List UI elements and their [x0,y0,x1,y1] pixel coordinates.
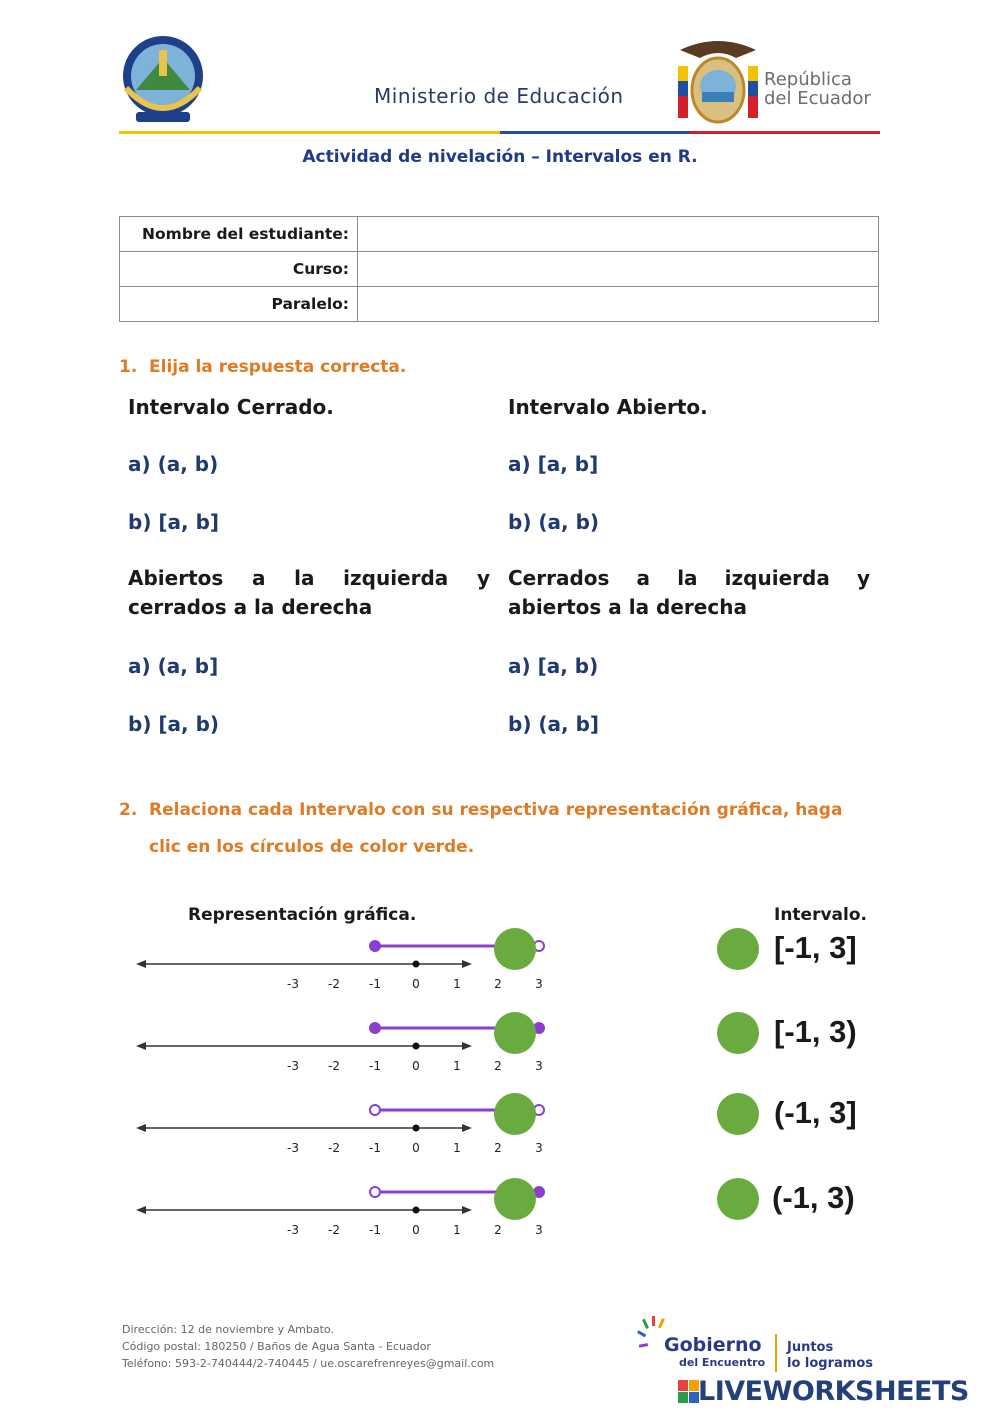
table-row [120,287,879,322]
tick-label: 3 [535,1223,543,1237]
footer-address: Dirección: 12 de noviembre y Ambato. [122,1323,334,1336]
interval-match-dot-2[interactable] [717,1012,759,1054]
interval-match-dot-4[interactable] [717,1178,759,1220]
section2-number: 2. [119,800,138,820]
q2-option-a[interactable]: a) [a, b] [508,452,599,476]
section2-title-line1: Relaciona cada Intervalo con su respectiva representación gráfica, haga [149,800,843,820]
tick-label: -3 [287,1141,299,1155]
republica-line1: República [764,69,852,90]
header-rule-blue [500,131,690,134]
tick-label: 1 [453,1141,461,1155]
footer-phone: Teléfono: 593-2-740444/2-740445 / ue.oscarefrenreyes@gmail.com [122,1357,495,1370]
interval-label-2: [-1, 3) [774,1014,857,1049]
tick-label: 3 [535,977,543,991]
juntos-line2: lo logramos [787,1356,874,1371]
tick-label: 0 [412,1141,420,1155]
table-row [120,252,879,287]
graph-match-dot-4[interactable] [494,1178,536,1220]
header-rule-yellow [119,131,500,134]
tick-label: 0 [412,1059,420,1073]
origin-point [413,1043,420,1050]
number-line-2 [130,1012,543,1082]
tick-label: 0 [412,977,420,991]
section-field[interactable] [358,287,879,322]
section2-title-line2: clic en los círculos de color verde. [149,837,475,857]
interval-label-4: (-1, 3) [772,1180,855,1215]
axis-arrow-right [462,1042,472,1050]
section1-number: 1. [119,357,138,377]
tick-label: -3 [287,977,299,991]
republica-ecuador [764,70,871,108]
q2-option-b[interactable]: b) (a, b) [508,510,600,534]
footer-divider [775,1334,777,1372]
student-name-field[interactable] [358,217,879,252]
axis-arrow-right [462,960,472,968]
school-seal-logo [118,28,208,128]
tick-label: 2 [494,1059,502,1073]
tick-label: -2 [328,1059,340,1073]
course-label: Curso: [120,252,358,287]
q3-option-a[interactable]: a) (a, b] [128,654,219,678]
q4-option-a[interactable]: a) [a, b) [508,654,599,678]
republica-line2: del Ecuador [764,88,871,109]
tick-label: 2 [494,1141,502,1155]
juntos-logramos [787,1340,873,1372]
q4-heading: Cerrados a la izquierda y abiertos a la derecha [508,566,870,619]
interval-match-dot-1[interactable] [717,928,759,970]
q2-heading: Intervalo Abierto. [508,395,708,419]
interval-label-3: (-1, 3] [774,1095,857,1130]
interval-label-1: [-1, 3] [774,930,857,965]
graph-match-dot-3[interactable] [494,1093,536,1135]
interval-column-heading: Intervalo. [774,905,867,925]
tick-label: 1 [453,1059,461,1073]
axis-arrow-right [462,1206,472,1214]
tick-label: -1 [369,1059,381,1073]
tick-label: 2 [494,1223,502,1237]
tick-label: -3 [287,1223,299,1237]
closed-endpoint-left [370,941,380,951]
graph-match-dot-1[interactable] [494,928,536,970]
tick-label: 3 [535,1059,543,1073]
tick-label: -2 [328,977,340,991]
origin-point [413,961,420,968]
footer-postal: Código postal: 180250 / Baños de Agua Santa - Ecuador [122,1340,431,1353]
axis-arrow-left [136,1042,146,1050]
tick-label: -2 [328,1141,340,1155]
tick-label: 1 [453,977,461,991]
section-label: Paralelo: [120,287,358,322]
q4-option-b[interactable]: b) (a, b] [508,712,600,736]
q1-heading: Intervalo Cerrado. [128,395,334,419]
open-endpoint-left [370,1105,380,1115]
header-rule-red [690,131,880,134]
student-info-table [119,216,879,322]
axis-arrow-left [136,960,146,968]
origin-point [413,1207,420,1214]
page-title: Actividad de nivelación – Intervalos en R. [302,147,698,167]
tick-label: 1 [453,1223,461,1237]
closed-endpoint-left [370,1023,380,1033]
axis-arrow-right [462,1124,472,1132]
axis-arrow-left [136,1206,146,1214]
interval-match-dot-3[interactable] [717,1093,759,1135]
q1-option-b[interactable]: b) [a, b] [128,510,220,534]
gobierno-title: Gobierno [664,1334,762,1356]
juntos-line1: Juntos [787,1340,834,1355]
tick-label: -1 [369,1223,381,1237]
course-field[interactable] [358,252,879,287]
liveworksheets-logo[interactable]: LIVEWORKSHEETS [698,1376,969,1407]
graph-match-dot-2[interactable] [494,1012,536,1054]
origin-point [413,1125,420,1132]
tick-label: -3 [287,1059,299,1073]
student-name-label: Nombre del estudiante: [120,217,358,252]
tick-label: -1 [369,977,381,991]
number-line-3 [130,1094,543,1164]
section1-title: Elija la respuesta correcta. [149,357,407,377]
ecuador-coat-of-arms [676,36,760,132]
liveworksheets-icon [678,1380,700,1404]
axis-arrow-left [136,1124,146,1132]
tick-label: 2 [494,977,502,991]
gobierno-subtitle: del Encuentro [679,1356,766,1369]
number-line-4 [130,1176,543,1246]
tick-label: 3 [535,1141,543,1155]
open-endpoint-left [370,1187,380,1197]
tick-label: -1 [369,1141,381,1155]
graph-column-heading: Representación gráfica. [188,905,417,925]
table-row [120,217,879,252]
q3-heading: Abiertos a la izquierda y cerrados a la derecha [128,566,490,619]
footer-contact [122,1321,494,1372]
q1-option-a[interactable]: a) (a, b) [128,452,219,476]
q3-option-b[interactable]: b) [a, b) [128,712,220,736]
ministry-name: Ministerio de Educación [374,84,624,108]
tick-label: -2 [328,1223,340,1237]
tick-label: 0 [412,1223,420,1237]
number-line-1 [130,930,543,1000]
